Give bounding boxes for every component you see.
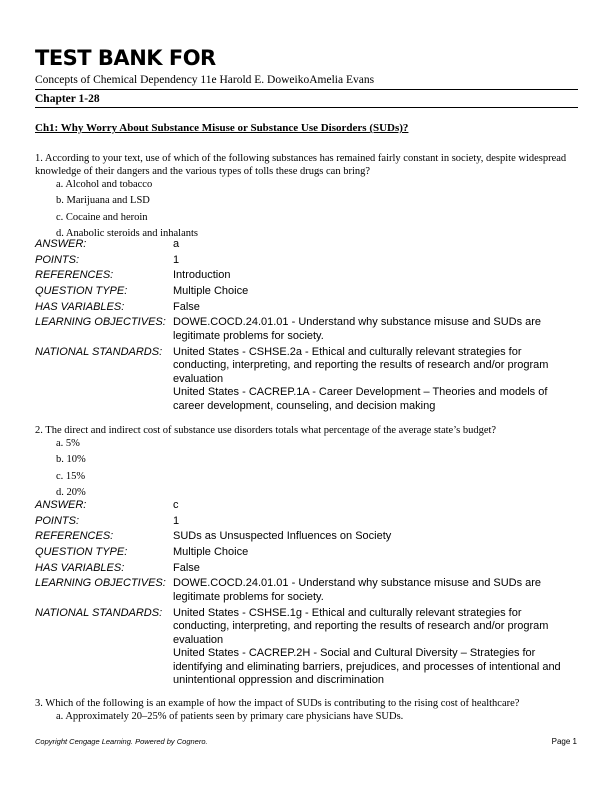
national-standards-row [35,607,580,688]
question-type-label: QUESTION TYPE: [35,285,128,298]
answer-value: c [173,499,179,511]
section-heading: Ch1: Why Worry About Substance Misuse or Substance Use Disorders (SUDs)? [35,122,409,134]
footer-page-number: Page 1 [551,737,577,746]
question-type-value: Multiple Choice [173,546,249,559]
learning-objectives-value: DOWE.COCD.24.01.01 - Understand why substance misuse and SUDs are legitimate problems for society. [173,316,542,342]
question-text: 3. Which of the following is an example of how the impact of SUDs is contributing to the rising cost of healthcare? [35,698,520,709]
question-text: 1. According to your text, use of which of the following substances has remained fairly constant in society, despite widespread knowledge of their dangers and the various types of tolls these drugs can bring? [35,153,567,177]
has-variables-value: False [173,300,200,313]
learning-objectives-row [35,577,580,604]
points-label: POINTS: [35,253,80,266]
choice-item: c. 15% [56,470,86,482]
national-standards-value [173,346,580,414]
references-label: REFERENCES: [35,269,114,282]
question-type-value: Multiple Choice [173,285,249,298]
learning-objectives-label: LEARNING OBJECTIVES: [35,577,166,590]
choice-item: b. Marijuana and LSD [56,195,150,207]
points-value: 1 [173,514,180,527]
question-type-label: QUESTION TYPE: [35,546,128,559]
header-rule [35,89,578,90]
national-standard-item: United States - CSHSE.2a - Ethical and culturally relevant strategies for conducting, interpreting, and reporting the results of research and/or program evaluation [173,345,549,385]
answer-label: ANSWER: [35,238,87,250]
national-standard-item: United States - CACREP.1A - Career Development – Theories and models of career development, counseling, and decision making [173,386,548,412]
references-value: SUDs as Unsuspected Influences on Society [173,530,392,543]
has-variables-row [35,562,580,576]
question-metadata [35,499,580,690]
references-label: REFERENCES: [35,530,114,543]
points-value: 1 [173,253,180,266]
points-label: POINTS: [35,514,80,527]
choice-item: a. Approximately 20–25% of patients seen by primary care physicians have SUDs. [56,711,404,722]
question-type-row [35,285,580,299]
learning-objectives-value: DOWE.COCD.24.01.01 - Understand why substance misuse and SUDs are legitimate problems for society. [173,577,542,603]
choice-item: a. 5% [56,438,80,449]
points-row [35,515,580,529]
choice-item: b. 10% [56,454,86,466]
learning-objectives-label: LEARNING OBJECTIVES: [35,316,166,329]
references-row [35,269,580,283]
answer-row [35,238,580,252]
national-standard-item: United States - CSHSE.1g - Ethical and culturally relevant strategies for conducting, interpreting, and reporting the results of research and/or program evaluation [173,606,549,646]
footer-copyright: Copyright Cengage Learning. Powered by Cognero. [35,737,208,746]
has-variables-label: HAS VARIABLES: [35,300,125,313]
answer-row [35,499,580,513]
document-title: TEST BANK FOR [35,46,216,70]
national-standard-item: United States - CACREP.2H - Social and Cultural Diversity – Strategies for identifying and eliminating barriers, prejudices, and processes of intentional and unintentional oppression and discrimination [173,647,561,687]
question-type-row [35,546,580,560]
choice-list [56,177,198,243]
choice-list [56,436,86,502]
question-metadata [35,238,580,415]
points-row [35,254,580,268]
national-standards-label: NATIONAL STANDARDS: [35,606,163,619]
has-variables-value: False [173,561,200,574]
choice-item: c. Cocaine and heroin [56,211,148,223]
choice-item: d. Anabolic steroids and inhalants [56,228,199,240]
choice-list [56,709,403,725]
references-row [35,530,580,544]
national-standards-value [173,607,580,688]
chapter-label: Chapter 1-28 [35,93,100,105]
choice-item: a. Alcohol and tobacco [56,179,153,190]
answer-value: a [173,238,180,250]
book-subtitle: Concepts of Chemical Dependency 11e Harold E. DoweikoAmelia Evans [35,74,375,86]
has-variables-row [35,301,580,315]
national-standards-label: NATIONAL STANDARDS: [35,345,163,358]
answer-label: ANSWER: [35,499,87,511]
has-variables-label: HAS VARIABLES: [35,561,125,574]
references-value: Introduction [173,269,231,282]
learning-objectives-row [35,316,580,343]
choice-item: d. 20% [56,487,86,499]
national-standards-row [35,346,580,414]
question-text: 2. The direct and indirect cost of substance use disorders totals what percentage of the average state’s budget? [35,425,497,436]
chapter-rule [35,107,578,108]
